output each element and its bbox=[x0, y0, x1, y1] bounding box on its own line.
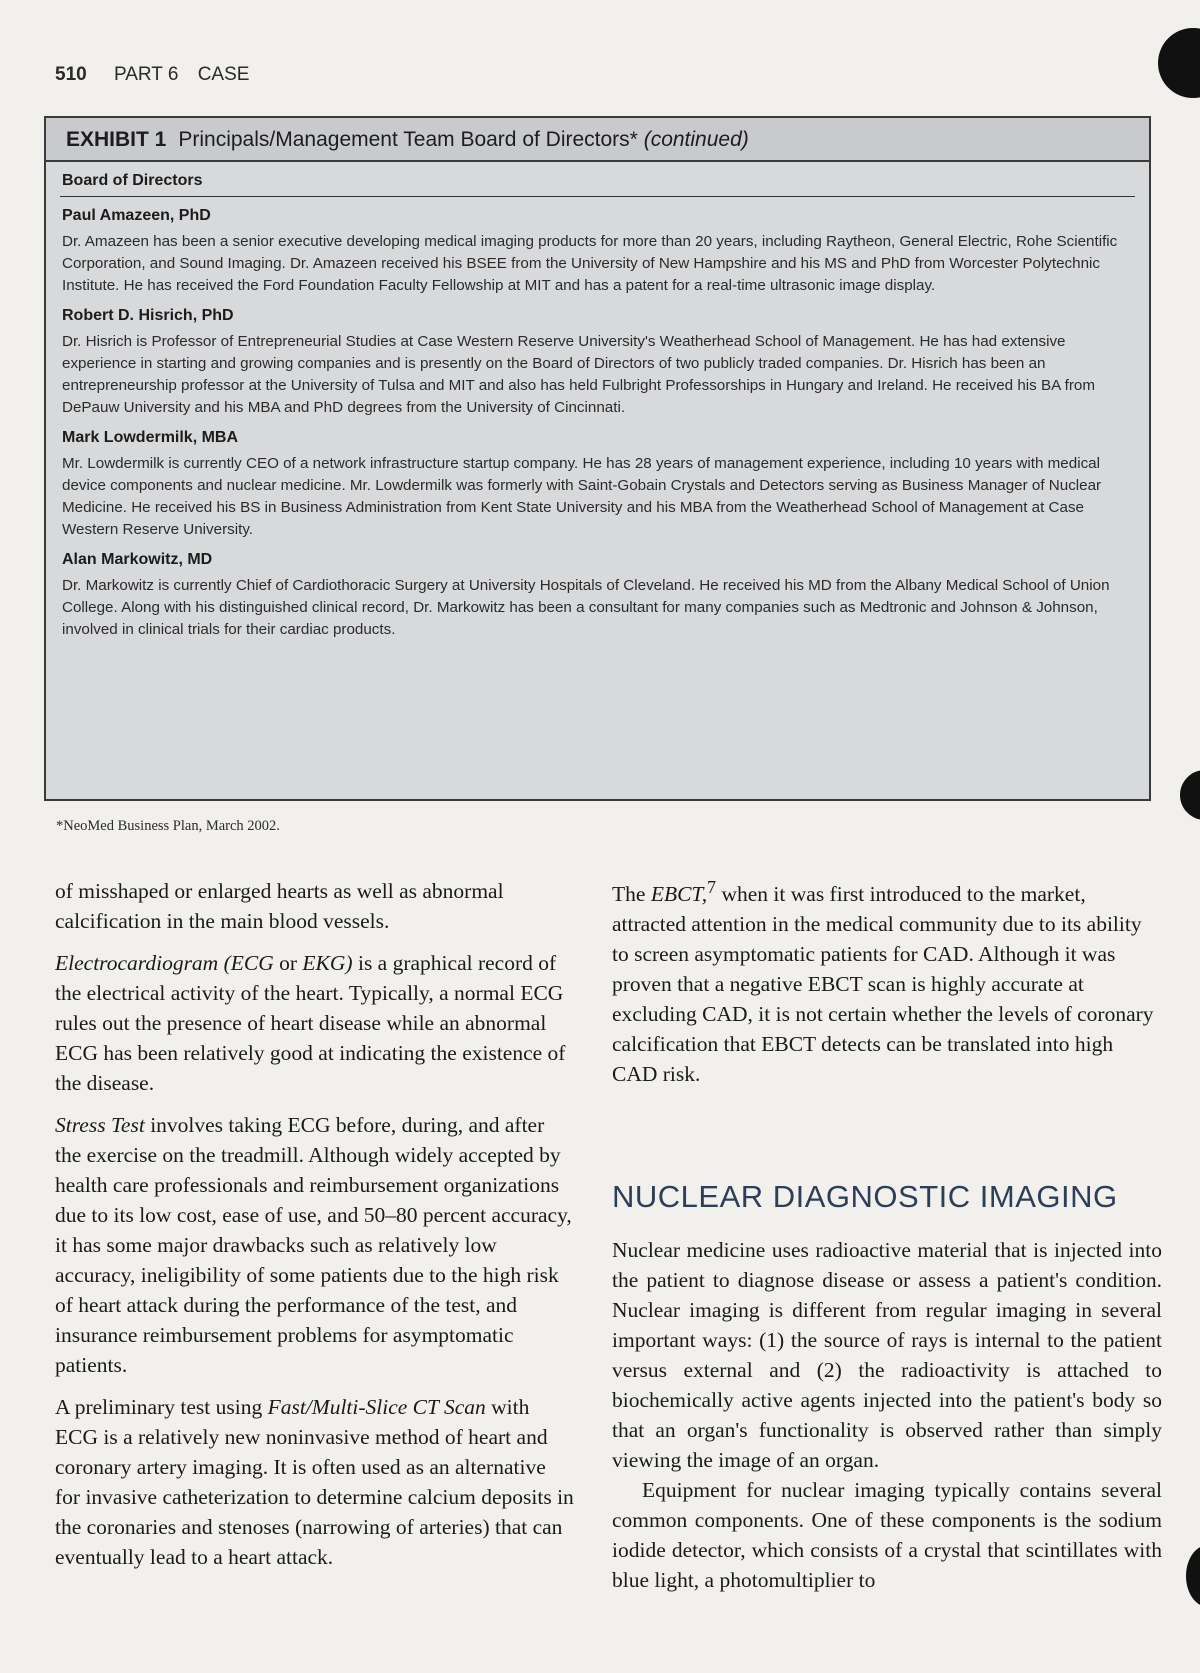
paragraph bbox=[55, 1392, 575, 1572]
board-member bbox=[60, 307, 1135, 419]
member-bio: Dr. Amazeen has been a senior executive developing medical imaging products for more than 20 years, including Raytheon, General Electric, Rohe Scientific Corporation, and Sound Imaging. Dr. Amazeen received his BSEE from the University of New Hampshire and his MS and PhD from Worcester Polytechnic Institute. He has received the Ford Foundation Faculty Fellowship at MIT and has a patent for a real-time ultrasonic image display. bbox=[62, 233, 1118, 294]
paragraph bbox=[612, 872, 1162, 1089]
binder-clip-bottom bbox=[1186, 1545, 1200, 1607]
exhibit-label: EXHIBIT 1 bbox=[66, 128, 167, 151]
term: Fast/Multi-Slice CT Scan bbox=[267, 1395, 486, 1419]
exhibit-continued: (continued) bbox=[643, 128, 749, 151]
section-label: CASE bbox=[197, 64, 250, 85]
binder-clip-top bbox=[1158, 28, 1200, 98]
exhibit-box bbox=[44, 116, 1151, 801]
member-name: Mark Lowdermilk, MBA bbox=[62, 429, 239, 446]
member-name: Alan Markowitz, MD bbox=[62, 551, 213, 568]
exhibit-title: Principals/Management Team Board of Directors* bbox=[178, 128, 638, 151]
part-label: PART 6 bbox=[113, 64, 179, 85]
exhibit-body bbox=[46, 162, 1149, 641]
term: Electrocardiogram (ECG bbox=[55, 951, 274, 975]
board-member bbox=[60, 551, 1135, 641]
term: EKG) bbox=[302, 951, 353, 975]
text-run: A preliminary test using bbox=[55, 1395, 268, 1419]
text-run: involves taking ECG before, during, and after the exercise on the treadmill. Although widely accepted by health care professionals and reimbursement organizations due to its low cost, ease of use, and 50–80 percent accuracy, it has some major drawbacks such as relatively low accuracy, ineligibility of some patients due to the high risk of heart attack during the performance of the test, and insurance reimbursement problems for asymptomatic patients. bbox=[55, 1113, 572, 1377]
board-member bbox=[60, 207, 1135, 297]
member-bio: Dr. Markowitz is currently Chief of Cardiothoracic Surgery at University Hospitals of Cleveland. He received his MD from the Albany Medical School of Union College. Along with his distinguished clinical record, Dr. Markowitz has been a consultant for many companies such as Medtronic and Johnson & Johnson, involved in clinical trials for their cardiac products. bbox=[62, 577, 1110, 638]
right-column bbox=[612, 872, 1162, 1607]
paragraph: Nuclear medicine uses radioactive material that is injected into the patient to diagnose disease or assess a patient's condition. Nuclear imaging is different from regular imaging in several important ways: (1) the source of rays is internal to the patient versus external and (2) the radioactivity is attached to biochemically active agents injected into the patient's body so that an organ's functionality is observed rather than simply viewing the image of an organ. bbox=[612, 1238, 1162, 1473]
member-name: Robert D. Hisrich, PhD bbox=[62, 307, 234, 324]
left-column bbox=[55, 876, 575, 1584]
page-header bbox=[55, 64, 263, 86]
text-run: or bbox=[273, 951, 303, 975]
binder-clip-middle bbox=[1180, 770, 1200, 820]
term: Stress Test bbox=[55, 1113, 145, 1137]
section-heading: NUCLEAR DIAGNOSTIC IMAGING bbox=[612, 1179, 1118, 1215]
board-heading: Board of Directors bbox=[60, 162, 1135, 197]
footnote-ref: 7 bbox=[707, 877, 717, 897]
text-run: with ECG is a relatively new noninvasive method of heart and coronary artery imaging. It is often used as an alternative for invasive catheterization to determine calcium deposits in the coronaries and stenoses (narrowing of arteries) that can eventually lead to a heart attack. bbox=[55, 1395, 574, 1569]
exhibit-title-bar bbox=[46, 118, 1149, 162]
board-member bbox=[60, 429, 1135, 541]
paragraph: of misshaped or enlarged hearts as well as abnormal calcification in the main blood vessels. bbox=[55, 879, 504, 933]
term: EBCT, bbox=[650, 882, 708, 907]
member-bio: Mr. Lowdermilk is currently CEO of a network infrastructure startup company. He has 28 years of management experience, including 10 years with medical device components and nuclear medicine. Mr. Lowdermilk was formerly with Saint-Gobain Crystals and Detectors serving as Business Manager of Nuclear Medicine. He received his BS in Business Administration from Kent State University and his MBA from the Weatherhead School of Management at Case Western Reserve University. bbox=[62, 455, 1102, 538]
text-run: when it was first introduced to the market, attracted attention in the medical community due to its ability to screen asymptomatic patients for CAD. Although it was proven that a negative EBCT scan is highly accurate at excluding CAD, it is not certain whether the levels of coronary calcification that EBCT detects can be translated into high CAD risk. bbox=[612, 882, 1154, 1087]
member-name: Paul Amazeen, PhD bbox=[62, 207, 211, 224]
text-run: The bbox=[612, 882, 651, 907]
text-run: is a graphical record of the electrical activity of the heart. Typically, a normal ECG rules out the presence of heart disease while an abnormal ECG has been relatively good at indicating the existence of the disease. bbox=[55, 951, 566, 1095]
member-bio: Dr. Hisrich is Professor of Entrepreneurial Studies at Case Western Reserve University's Weatherhead School of Management. He has had extensive experience in starting and growing companies and is presently on the Board of Directors of two publicly traded companies. Dr. Hisrich has been an entrepreneurship professor at the University of Tulsa and MIT and also has held Fulbright Professorships in Hungary and Ireland. He received his BA from DePauw University and his MBA and PhD degrees from the University of Cincinnati. bbox=[62, 333, 1096, 416]
page-number: 510 bbox=[55, 64, 87, 85]
paragraph bbox=[55, 1110, 575, 1380]
paragraph: Equipment for nuclear imaging typically contains several common components. One of these components is the sodium iodide detector, which consists of a crystal that scintillates with blue light, a photomultiplier to bbox=[612, 1478, 1162, 1593]
source-footnote: *NeoMed Business Plan, March 2002. bbox=[56, 818, 280, 834]
paragraph bbox=[55, 948, 575, 1098]
